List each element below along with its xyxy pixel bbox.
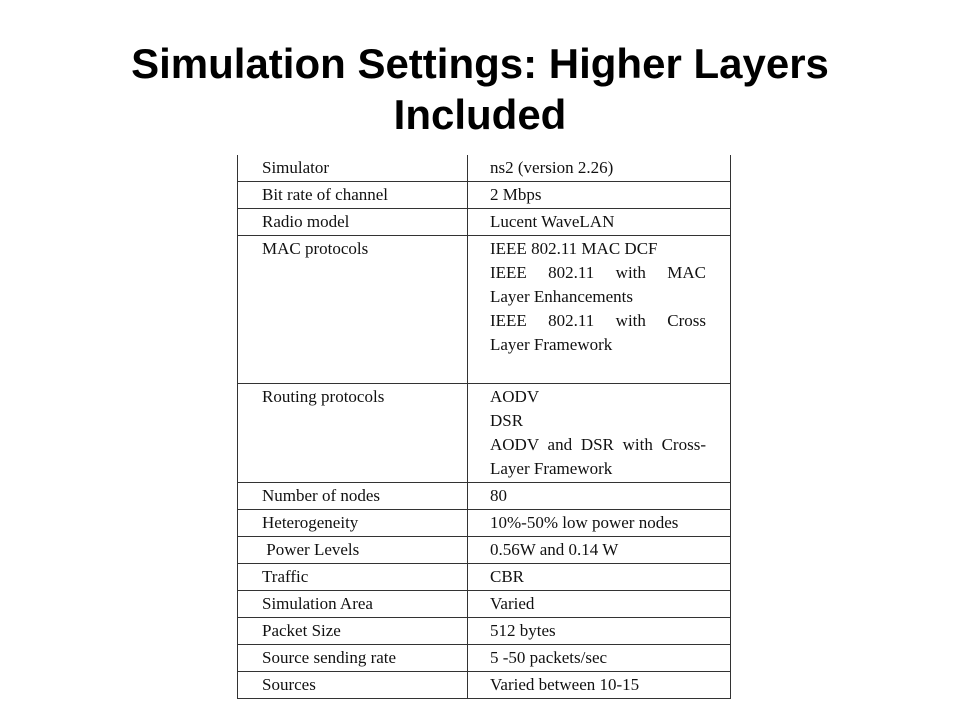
table-row [238, 510, 731, 537]
setting-value: ns2 (version 2.26) [468, 155, 731, 182]
table-row [238, 618, 731, 645]
setting-value: 80 [468, 483, 731, 510]
setting-value: 10%-50% low power nodes [468, 510, 731, 537]
table-row [238, 182, 731, 209]
table-row [238, 591, 731, 618]
settings-table [237, 155, 731, 699]
setting-value: 2 Mbps [468, 182, 731, 209]
setting-name: Simulation Area [238, 591, 468, 618]
table-row [238, 483, 731, 510]
setting-value: 512 bytes [468, 618, 731, 645]
table-row [238, 537, 731, 564]
table-row [238, 672, 731, 699]
settings-table-container [237, 155, 731, 699]
setting-name: Power Levels [238, 537, 468, 564]
table-row [238, 236, 731, 384]
setting-value: CBR [468, 564, 731, 591]
setting-value: 5 -50 packets/sec [468, 645, 731, 672]
setting-value: Lucent WaveLAN [468, 209, 731, 236]
table-row [238, 645, 731, 672]
setting-name: Sources [238, 672, 468, 699]
setting-value: AODV DSR AODV and DSR with Cross- Layer Framework [468, 384, 731, 483]
table-row [238, 564, 731, 591]
setting-name: Packet Size [238, 618, 468, 645]
table-row [238, 209, 731, 236]
setting-name: Source sending rate [238, 645, 468, 672]
setting-value: Varied between 10-15 [468, 672, 731, 699]
setting-name: Bit rate of channel [238, 182, 468, 209]
setting-value: Varied [468, 591, 731, 618]
table-row [238, 384, 731, 483]
setting-name: Radio model [238, 209, 468, 236]
setting-name: MAC protocols [238, 236, 468, 384]
setting-name: Heterogeneity [238, 510, 468, 537]
setting-value: IEEE 802.11 MAC DCF IEEE 802.11 with MAC Layer Enhancements IEEE 802.11 with Cross Layer Framework [468, 236, 731, 384]
setting-name: Traffic [238, 564, 468, 591]
setting-name: Routing protocols [238, 384, 468, 483]
setting-name: Simulator [238, 155, 468, 182]
slide-title-line-1: Simulation Settings: Higher Layers [131, 40, 829, 87]
slide-title [0, 38, 960, 140]
setting-name: Number of nodes [238, 483, 468, 510]
setting-value: 0.56W and 0.14 W [468, 537, 731, 564]
slide-title-line-2: Included [393, 91, 567, 138]
table-row [238, 155, 731, 182]
